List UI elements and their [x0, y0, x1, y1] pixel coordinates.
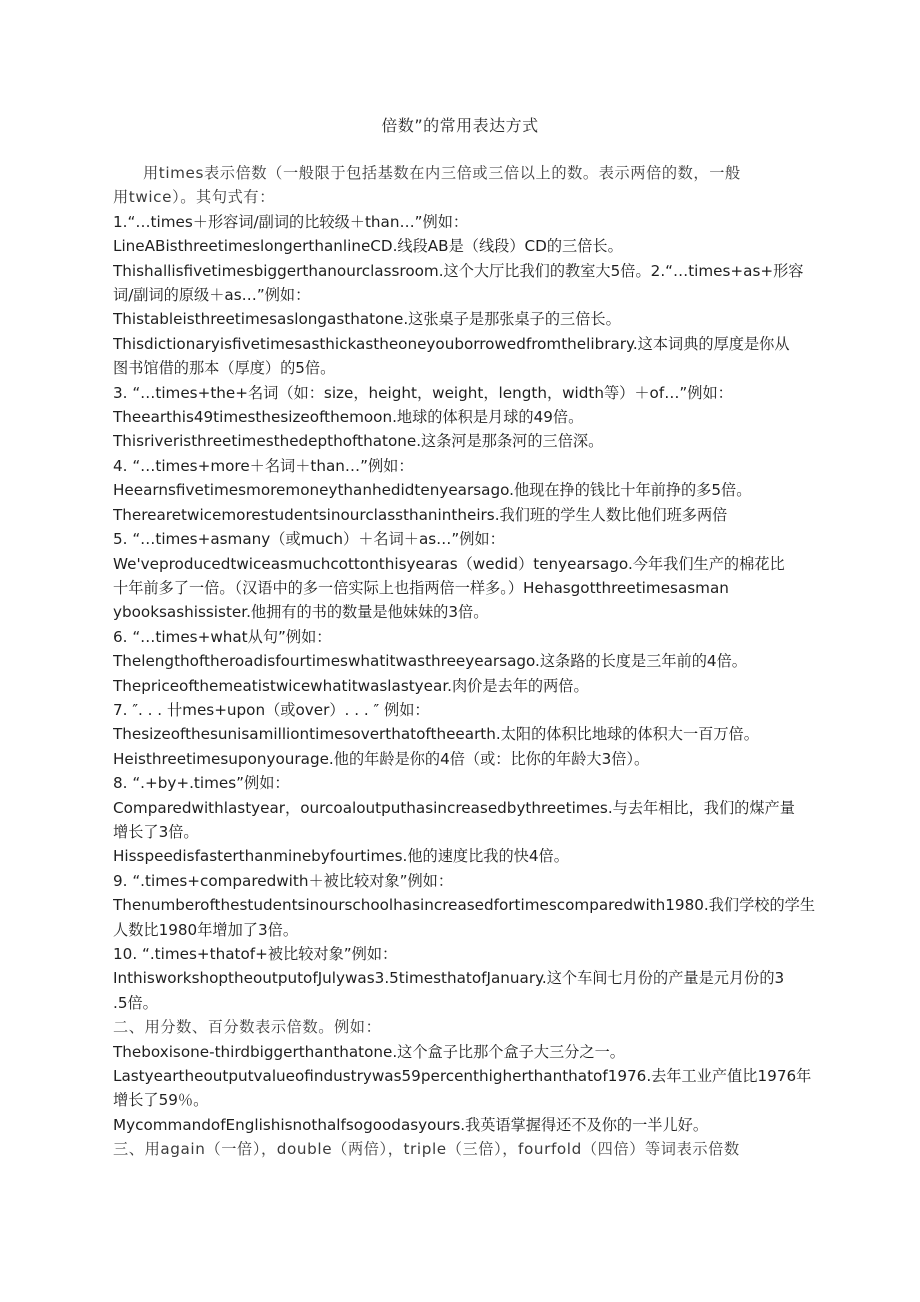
text-line: Theearthis49timesthesizeofthemoon.地球的体积是月球的49倍。	[113, 408, 584, 427]
text-line: 人数比1980年增加了3倍。	[113, 920, 299, 939]
text-line: We'veproducedtwiceasmuchcottonthisyearas（wedid）tenyearsago.今年我们生产的棉花比	[113, 554, 785, 573]
text-line: Theboxisone-thirdbiggerthanthatone.这个盒子比那个盒子大三分之一。	[113, 1042, 625, 1061]
text-line: Hisspeedisfasterthanminebyfourtimes.他的速度比我的快4倍。	[113, 847, 569, 866]
text-line: 词/副词的原级＋as…”例如：	[113, 286, 311, 305]
text-line: 3. “…times+the+名词（如：size，height，weight，length，width等）＋of…”例如：	[113, 383, 733, 402]
text-line: 6. “…times+what从句”例如：	[113, 627, 332, 646]
text-line: Thisriveristhreetimesthedepthofthatone.这条河是那条河的三倍深。	[113, 432, 604, 451]
text-line: Thishallisfivetimesbiggerthanourclassroom.这个大厅比我们的教室大5倍。2.“…times+as+形容	[113, 261, 804, 280]
text-line: Thepriceofthemeatistwicewhatitwaslastyear.肉价是去年的两倍。	[113, 676, 589, 695]
text-line: 1.“…times＋形容词/副词的比较级＋than…”例如：	[113, 212, 469, 231]
text-line: 4. “…times+more＋名词＋than…”例如：	[113, 456, 414, 475]
text-line: Therearetwicemorestudentsinourclassthanintheirs.我们班的学生人数比他们班多两倍	[113, 505, 728, 524]
document-title: 倍数”的常用表达方式	[381, 116, 539, 135]
text-line: 用twice）。其句式有：	[113, 188, 275, 207]
text-line: 用times表示倍数（一般限于包括基数在内三倍或三倍以上的数。表示两倍的数，一般	[143, 164, 741, 182]
text-line: 5. “…times+asmany（或much）＋名词＋as…”例如：	[113, 530, 505, 549]
text-line: 7. ″. . . 卄mes+upon（或over）. . . ″ 例如：	[113, 700, 430, 719]
text-line: Heisthreetimesuponyourage.他的年龄是你的4倍（或：比你的年龄大3倍）。	[113, 749, 650, 768]
text-line: Thenumberofthestudentsinourschoolhasincreasedfortimescomparedwith1980.我们学校的学生	[113, 896, 816, 915]
text-line: 图书馆借的那本（厚度）的5倍。	[113, 359, 336, 378]
document-body	[113, 161, 843, 1162]
text-line: 增长了59％。	[113, 1091, 209, 1110]
text-line: 8. “.+by+.times”例如：	[113, 774, 290, 793]
text-line: 增长了3倍。	[113, 822, 199, 841]
text-line: .5倍。	[113, 993, 158, 1012]
text-line: Thesizeofthesunisamilliontimesoverthatoftheearth.太阳的体积比地球的体积大一百万倍。	[113, 725, 759, 744]
text-line: 9. “.times+comparedwith＋被比较对象”例如：	[113, 871, 454, 890]
text-line: 二、用分数、百分数表示倍数。例如：	[113, 1018, 382, 1037]
text-line: Lastyeartheoutputvalueofindustrywas59percenthigherthanthatof1976.去年工业产值比1976年	[113, 1067, 812, 1086]
text-line: Heearnsfivetimesmoremoneythanhedidtenyearsago.他现在挣的钱比十年前挣的多5倍。	[113, 481, 752, 500]
text-line: Thisdictionaryisfivetimesasthickastheoneyouborrowedfromthelibrary.这本词典的厚度是你从	[113, 334, 790, 353]
text-line: Thelengthoftheroadisfourtimeswhatitwasthreeyearsago.这条路的长度是三年前的4倍。	[113, 652, 747, 671]
text-line: Comparedwithlastyear，ourcoaloutputhasincreasedbythreetimes.与去年相比，我们的煤产量	[113, 798, 795, 817]
text-line: 十年前多了一倍。（汉语中的多一倍实际上也指两倍一样多。）Hehasgotthreetimesasman	[113, 578, 729, 597]
text-line: ybooksashissister.他拥有的书的数量是他妹妹的3倍。	[113, 603, 489, 622]
text-line: Thistableisthreetimesaslongasthatone.这张桌子是那张桌子的三倍长。	[113, 310, 621, 329]
text-line: 三、用again（一倍），double（两倍），triple（三倍），fourfold（四倍）等词表示倍数	[113, 1140, 740, 1159]
text-line: LineABisthreetimeslongerthanlineCD.线段AB是（线段）CD的三倍长。	[113, 237, 623, 256]
text-line: MycommandofEnglishisnothalfsogoodasyours.我英语掌握得还不及你的一半儿好。	[113, 1115, 709, 1134]
text-line: 10. “.times+thatof+被比较对象”例如：	[113, 945, 398, 963]
text-line: InthisworkshoptheoutputofJulywas3.5timesthatofJanuary.这个车间七月份的产量是元月份的3	[113, 969, 785, 988]
